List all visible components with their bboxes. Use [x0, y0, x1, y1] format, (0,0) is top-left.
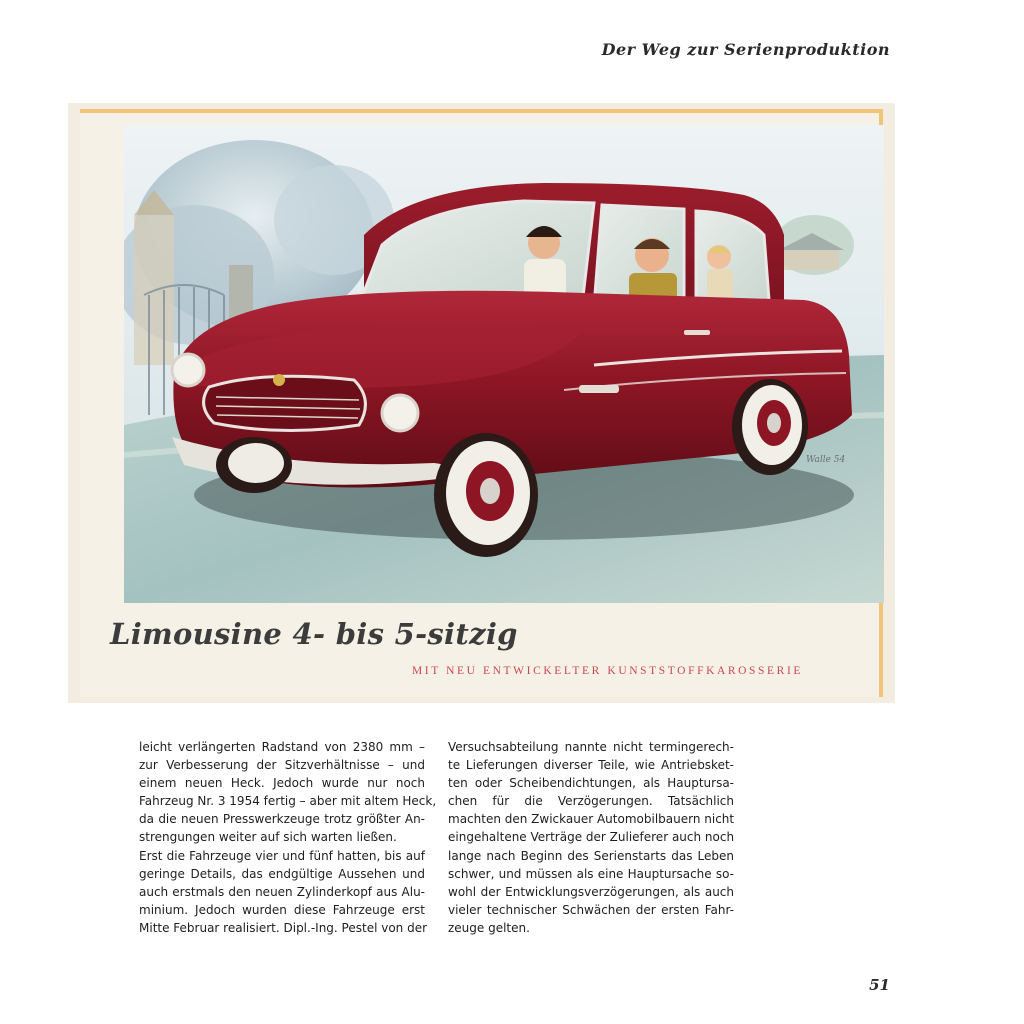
text-line: machten den Zwickauer Automobilbauern nicht: [448, 812, 735, 827]
text-line: Fahrzeug Nr. 3 1954 fertig – aber mit altem Heck,: [139, 794, 437, 809]
text-line: eingehaltene Verträge der Zulieferer auch noch: [448, 830, 735, 845]
text-line: da die neuen Presswerkzeuge trotz größter An-: [139, 812, 425, 827]
artist-signature: Walle 54: [806, 455, 846, 465]
text-line: te Lieferungen diverser Teile, wie Antriebsket-: [448, 758, 734, 773]
text-line: minium. Jedoch wurden diese Fahrzeuge erst: [139, 902, 425, 917]
text-line: lange nach Beginn des Serienstarts das Leben: [448, 848, 734, 863]
running-head: Der Weg zur Serienproduktion: [601, 40, 890, 59]
poster-subtitle: MIT NEU ENTWICKELTER KUNSTSTOFFKAROSSERIE: [411, 665, 803, 677]
text-line: chen für die Verzögerungen. Tatsächlich: [448, 794, 734, 809]
text-line: schwer, und müssen als eine Hauptursache so-: [448, 866, 734, 881]
text-line: auch erstmals den neuen Zylinderkopf aus Alu-: [139, 884, 425, 899]
text-line: Erst die Fahrzeuge vier und fünf hatten, bis auf: [139, 848, 425, 863]
text-line: strengungen weiter auf sich warten ließen.: [139, 830, 397, 845]
page-number: 51: [869, 976, 890, 994]
text-line: Versuchsabteilung nannte nicht termingerech-: [448, 740, 734, 754]
text-line: ten oder Scheibendichtungen, als Hauptursa-: [448, 776, 734, 791]
text-line: zur Verbesserung der Sitzverhältnisse – und: [139, 758, 425, 773]
text-line: geringe Details, das endgültige Aussehen und: [139, 866, 425, 881]
text-line: zeuge gelten.: [448, 920, 530, 935]
advertisement-plate: [68, 103, 895, 703]
body-column-left: [139, 738, 437, 937]
text-line: wohl der Entwicklungsverzögerungen, als auch: [448, 884, 734, 899]
text-line: Mitte Februar realisiert. Dipl.-Ing. Pestel von der: [139, 920, 428, 935]
text-line: leicht verlängerten Radstand von 2380 mm –: [139, 740, 425, 754]
text-line: vieler technischer Schwächen der ersten Fahr-: [448, 902, 734, 917]
text-line: einem neuen Heck. Jedoch wurde nur noch: [139, 776, 425, 791]
car-illustration: [124, 125, 884, 603]
poster-title: Limousine 4- bis 5-sitzig: [110, 617, 518, 651]
body-column-right: [448, 738, 734, 937]
